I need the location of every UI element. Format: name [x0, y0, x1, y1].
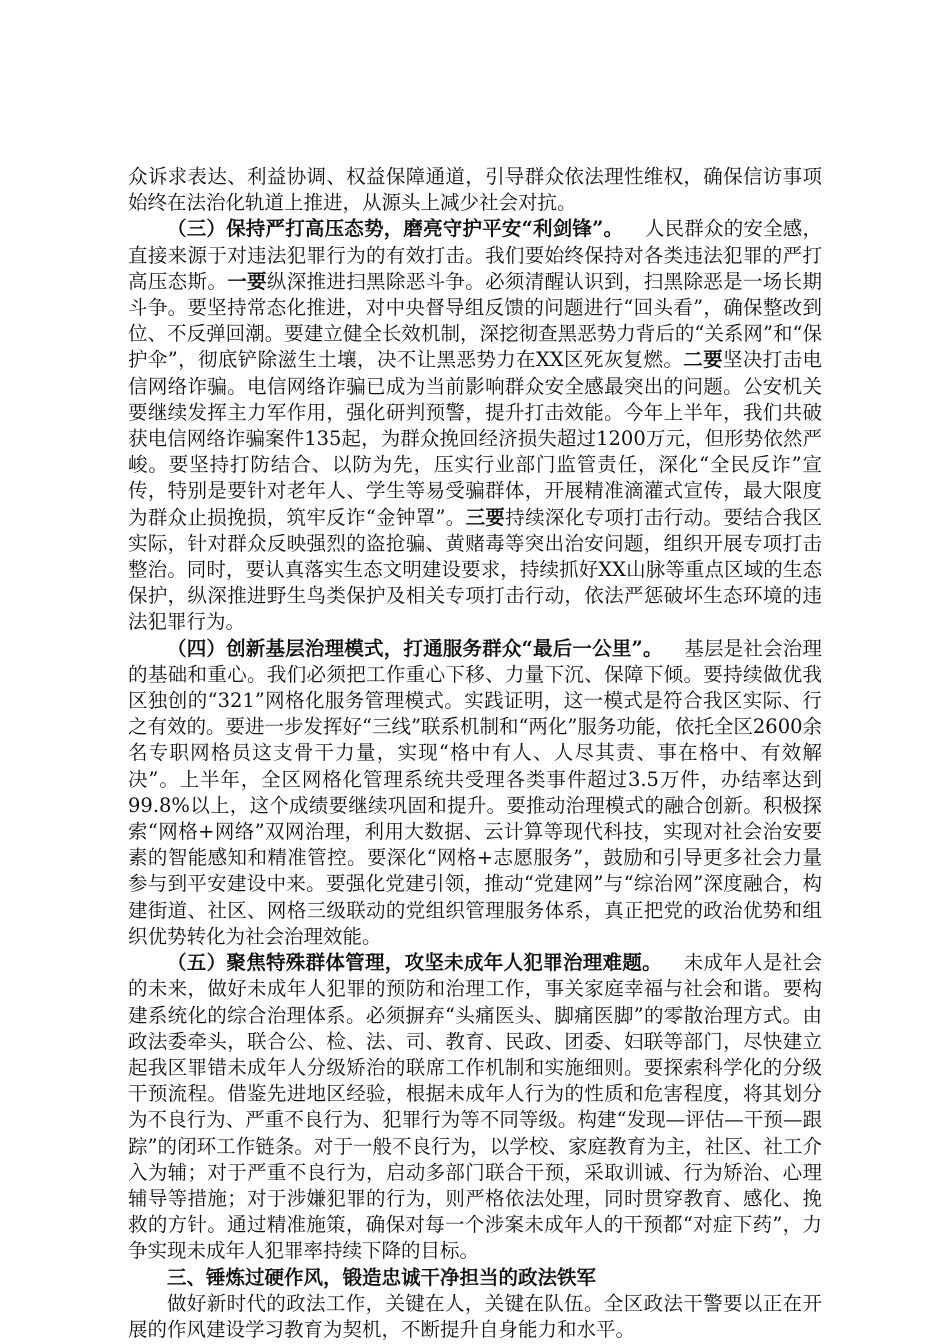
section-3-keyword-3: 三要	[465, 505, 506, 529]
section-5-paragraph	[128, 950, 822, 1264]
part-3-text: 做好新时代的政法工作，关键在人，关键在队伍。全区政法干警要以正在开展的作风建设学习教育为契机，不断提升自身能力和水平。	[128, 1291, 822, 1341]
section-5-text: 未成年人是社会的未来，做好未成年人犯罪的预防和治理工作，事关家庭幸福与社会和谐。要构建系统化的综合治理体系。必须摒弃“头痛医头、脚痛医脚”的零散治理方式。由政法委牵头，联合公、检、法、司、教育、民政、团委、妇联等部门，尽快建立起我区罪错未成年人分级矫治的联席工作机制和实施细则。要探索科学化的分级干预流程。借鉴先进地区经验，根据未成年人行为的性质和危害程度，将其划分为不良行为、严重不良行为、犯罪行为等不同等级。构建“发现—评估—干预—跟踪”的闭环工作链条。对于一般不良行为，以学校、家庭教育为主，社区、社工介入为辅；对于严重不良行为，启动多部门联合干预，采取训诫、行为矫治、心理辅导等措施；对于涉嫌犯罪的行为，则严格依法处理，同时贯穿教育、感化、挽救的方针。通过精准施策，确保对每一个涉案未成年人的干预都“对症下药”，力争实现未成年人犯罪率持续下降的目标。	[128, 951, 822, 1263]
part-3-heading: 三、锤炼过硬作风，锻造忠诚干净担当的政法铁军	[167, 1265, 597, 1289]
section-3-text-4: 持续深化专项打击行动。要结合我区实际，针对群众反映强烈的盗抢骗、黄赌毒等突出治安问题，组织开展专项打击整治。同时，要认真落实生态文明建设要求，持续抓好XX山脉等重点区域的生态保护，纵深推进野生鸟类保护及相关专项打击行动，依法严惩破坏生态环境的违法犯罪行为。	[128, 505, 822, 634]
section-3-keyword-2: 二要	[683, 348, 723, 372]
paragraph-continuation: 众诉求表达、利益协调、权益保障通道，引导群众依法理性维权，确保信访事项始终在法治化轨道上推进，从源头上减少社会对抗。	[128, 165, 822, 215]
section-3-paragraph	[128, 216, 822, 635]
section-4-text: 基层是社会治理的基础和重心。我们必须把工作重心下移、力量下沉、保障下倾。要持续做优我区独创的“321”网格化服务管理模式。实践证明，这一模式是符合我区实际、行之有效的。要进一步发挥好“三线”联系机制和“两化”服务功能，依托全区2600余名专职网格员这支骨干力量，实现“格中有人、人尽其责、事在格中、有效解决”。上半年，全区网格化管理系统共受理各类事件超过3.5万件，办结率达到99.8%以上，这个成绩要继续巩固和提升。要推动治理模式的融合创新。积极探索“网格+网络”双网治理，利用大数据、云计算等现代科技，实现对社会治安要素的智能感知和精准管控。要深化“网格+志愿服务”，鼓励和引导更多社会力量参与到平安建设中来。要强化党建引领，推动“党建网”与“综治网”深度融合，构建街道、社区、网格三级联动的党组织管理服务体系，真正把党的政治优势和组织优势转化为社会治理效能。	[128, 636, 823, 948]
section-5-heading: （五）聚焦特殊群体管理，攻坚未成年人犯罪治理难题。	[167, 951, 662, 975]
section-4-heading: （四）创新基层治理模式，打通服务群众“最后一公里”。	[167, 636, 663, 660]
section-3-heading: （三）保持严打高压态势，磨亮守护平安“利剑锋”。	[167, 217, 624, 241]
section-4-paragraph	[128, 636, 822, 950]
section-3-text-2: 纵深推进扫黑除恶斗争。必须清醒认识到，扫黑除恶是一场长期斗争。要坚持常态化推进，对中央督导组反馈的问题进行“回头看”，确保整改到位、不反弹回潮。要建立健全长效机制，深挖彻查黑恶势力背后的“关系网”和“保护伞”，彻底铲除滋生土壤，决不让黑恶势力在XX区死灰复燃。	[128, 269, 822, 372]
section-3-text-3: 坚决打击电信网络诈骗。电信网络诈骗已成为当前影响群众安全感最突出的问题。公安机关要继续发挥主力军作用，强化研判预警，提升打击效能。今年上半年，我们共破获电信网络诈骗案件135起，为群众挽回经济损失超过1200万元，但形势依然严峻。要坚持打防结合、以防为先，压实行业部门监管责任，深化“全民反诈”宣传，特别是要针对老年人、学生等易受骗群体，开展精准滴灌式宣传，最大限度为群众止损挽损，筑牢反诈“金钟罩”。	[128, 348, 822, 529]
section-3-keyword-1: 一要	[227, 269, 267, 293]
section-3-text-1: 人民群众的安全感，直接来源于对违法犯罪行为的有效打击。我们要始终保持对各类违法犯罪的严打高压态斯。	[128, 217, 822, 293]
document-body	[128, 164, 822, 1343]
